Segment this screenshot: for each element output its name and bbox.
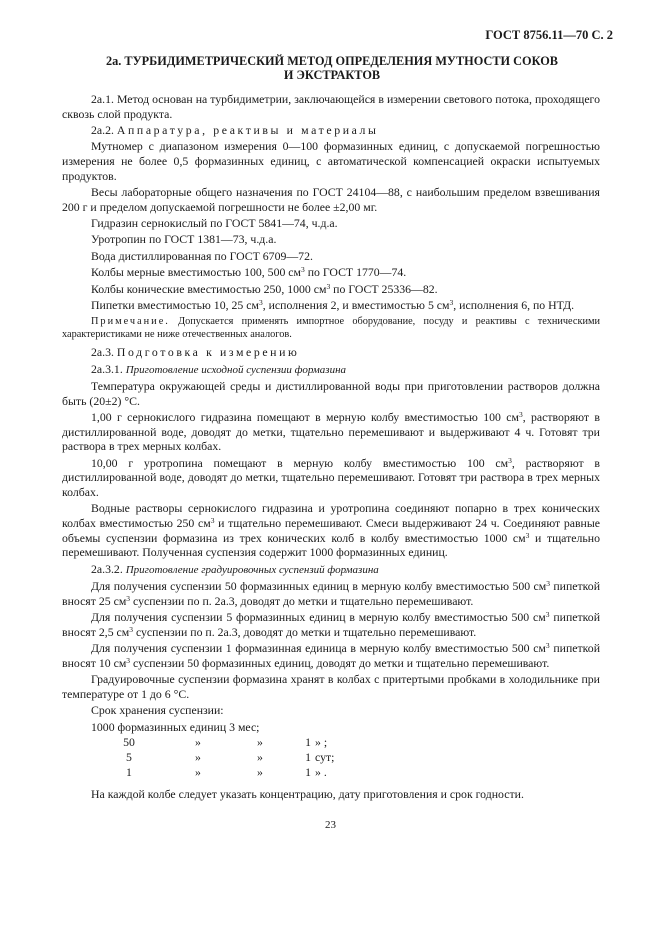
- text-run: , растворяют в дистиллированной воде, доводят до метки, тщательно перемешивают. Готовят три раствора в трех мерных колбах.: [62, 455, 600, 500]
- storage-table: [91, 719, 355, 779]
- superscript: 3: [126, 593, 131, 603]
- text-run: суспензии по п. 2а.3, доводят до метки и тщательно перемешивают.: [133, 624, 477, 639]
- text-run: суспензии 50 формазинных единиц, доводят до метки и тщательно перемешивают.: [130, 655, 550, 670]
- heading-2a2: [62, 123, 600, 138]
- superscript: 3: [301, 265, 305, 275]
- superscript: 3: [525, 530, 530, 540]
- superscript: 3: [449, 297, 454, 307]
- note-label: Примечание.: [91, 316, 170, 328]
- table-cell: »: [257, 734, 263, 749]
- table-cell: »: [257, 749, 263, 764]
- superscript: 3: [508, 455, 512, 465]
- text-run: Для получения суспензии 50 формазинных единиц в мерную колбу вместимостью 500 см: [91, 578, 547, 593]
- heading-2a32-number: 2а.3.2.: [91, 561, 123, 576]
- section-title-line-1: 2а. ТУРБИДИМЕТРИЧЕСКИЙ МЕТОД ОПРЕДЕЛЕНИЯ МУТНОСТИ СОКОВ: [105, 54, 558, 68]
- heading-2a32: [62, 562, 600, 578]
- item-turbidimeter: Мутномер с диапазоном измерения 0—100 формазинных единиц, с допускаемой погрешностью измерения не более 0,5 формазинных единиц, с автоматической компенсацией окраски испытуемых продуктов.: [62, 139, 600, 183]
- text-run: пипеткой вносят 2,5 см: [62, 609, 601, 639]
- item-hydrazine: Гидразин сернокислый по ГОСТ 5841—74, ч.д.а.: [91, 215, 338, 230]
- text-run: пипеткой вносят 10 см: [62, 640, 601, 670]
- note-text: Допускается применять импортное оборудование, посуду и реактивы с техническими характеристиками не ниже отечественных аналогов.: [62, 316, 600, 340]
- table-cell: 1: [126, 764, 132, 779]
- heading-2a32-title: Приготовление градуировочных суспензий формазина: [125, 563, 379, 576]
- paragraph-hydrazine-solution: [62, 410, 600, 454]
- superscript: 3: [326, 281, 331, 291]
- text-run: , растворяют в дистиллированной воде, доводят до метки, тщательно перемешивают и выдерживают 4 ч. Готовят три раствора в трех мерных колбах.: [62, 410, 600, 454]
- text-run: Для получения суспензии 5 формазинных единиц в мерную колбу вместимостью 500 см: [91, 609, 546, 624]
- table-cell: [91, 719, 311, 734]
- table-cell: »: [195, 749, 201, 764]
- paragraph-urotropin-solution: [62, 456, 600, 500]
- text-run: по ГОСТ 25336—82.: [330, 281, 438, 296]
- superscript: 3: [545, 640, 550, 650]
- paragraph-suspension-1: [62, 641, 600, 670]
- superscript: 3: [258, 297, 263, 307]
- heading-2a31: [62, 362, 600, 378]
- heading-2a3-label: Подготовка к измерению: [116, 345, 300, 360]
- text-run: , исполнения 2, и вместимостью 5 см: [262, 297, 450, 312]
- heading-2a3-number: 2а.3.: [91, 345, 114, 360]
- text-run: и тщательно перемешивают. Смеси выдерживают 24 ч. Соединяют равные объемы суспензии формазина из трех конических колб в колбу вместимостью 1000 см: [62, 516, 600, 545]
- table-cell: 5: [126, 749, 132, 764]
- table-row: [91, 764, 355, 779]
- heading-2a31-title: Приготовление исходной суспензии формазина: [125, 363, 347, 376]
- table-cell: »: [195, 764, 201, 779]
- item-scales: Весы лабораторные общего назначения по ГОСТ 24104—88, с наибольшим пределом взвешивания 200 г и пределом допускаемой погрешности не более ±2,00 мг.: [62, 184, 600, 214]
- text-run: Колбы конические вместимостью 250, 1000 см: [91, 281, 327, 296]
- paragraph-suspension-5: [62, 610, 600, 639]
- item-urotropin: Уротропин по ГОСТ 1381—73, ч.д.а.: [91, 232, 277, 247]
- paragraph-temperature: Температура окружающей среды и дистиллированной воды при приготовлении растворов должна быть (20±2) °С.: [62, 379, 600, 408]
- section-title: [62, 54, 602, 82]
- item-pipettes: [62, 298, 600, 313]
- text-run: Пипетки вместимостью 10, 25 см: [91, 297, 259, 312]
- superscript: 3: [546, 578, 550, 588]
- paragraph-storage-conditions: Градуировочные суспензии формазина хранят в колбах с притертыми пробками в холодильнике при температуре от 1 до 6 °С.: [62, 671, 600, 701]
- table-cell: 1: [305, 764, 311, 779]
- text-run: и тщательно перемешивают. Полученная суспензия содержит 1000 формазинных единиц.: [62, 530, 600, 560]
- paragraph-suspension-50: [62, 579, 600, 608]
- table-row: [91, 749, 355, 764]
- text-run: 3: [229, 719, 235, 734]
- superscript: 3: [210, 516, 215, 525]
- text-run: 1,00 г сернокислого гидразина помещают в мерную колбу вместимостью 100 см: [91, 410, 519, 425]
- running-header: ГОСТ 8756.11—70 С. 2: [485, 28, 613, 42]
- table-row: [91, 719, 355, 734]
- table-cell: » ;: [315, 734, 328, 749]
- table-row: [91, 734, 355, 749]
- heading-2a2-number: 2а.2.: [91, 122, 114, 137]
- paragraph-combine-solutions: [62, 501, 600, 559]
- superscript: 3: [129, 624, 133, 634]
- text-run: 10,00 г уротропина помещают в мерную колбу вместимостью 100 см: [91, 455, 509, 470]
- paragraph-2a1: 2а.1. Метод основан на турбидиметрии, заключающейся в измерении светового потока, проходящего сквозь слой продукта.: [62, 92, 600, 121]
- table-cell: 1: [305, 734, 311, 749]
- table-cell: »: [195, 734, 201, 749]
- text-run: Для получения суспензии 1 формазинная единица в мерную колбу вместимостью 500 см: [91, 640, 546, 655]
- text-run: мес;: [237, 719, 260, 734]
- superscript: 3: [545, 609, 550, 619]
- text-run: Водные растворы сернокислого гидразина и уротропина соединяют попарно в трех конических колбах вместимостью 250 см: [62, 501, 600, 530]
- item-volumetric-flasks: [62, 265, 600, 280]
- document-body: [62, 92, 600, 804]
- text-run: 1000 формазинных единиц: [91, 719, 227, 734]
- text-run: суспензии по п. 2а.3, доводят до метки и тщательно перемешивают.: [130, 593, 474, 608]
- table-cell: » .: [315, 764, 327, 779]
- item-water: Вода дистиллированная по ГОСТ 6709—72.: [91, 248, 313, 263]
- table-cell: сут;: [315, 749, 335, 764]
- table-cell: 50: [123, 734, 135, 749]
- page-number: 23: [325, 819, 336, 831]
- section-title-line-2: И ЭКСТРАКТОВ: [283, 68, 381, 82]
- text-run: по ГОСТ 1770—74.: [304, 265, 407, 280]
- heading-2a31-number: 2а.3.1.: [91, 361, 123, 376]
- text-run: пипеткой вносят 25 см: [62, 578, 601, 608]
- text-run: , исполнения 6, по НТД.: [453, 297, 575, 312]
- text-run: Колбы мерные вместимостью 100, 500 см: [91, 265, 302, 280]
- superscript: 3: [518, 410, 523, 420]
- heading-2a2-label: Аппаратура, реактивы и материалы: [116, 122, 379, 137]
- item-conical-flasks: [62, 282, 600, 297]
- paragraph-labeling: На каждой колбе следует указать концентрацию, дату приготовления и срок годности.: [91, 787, 524, 802]
- superscript: 3: [126, 655, 131, 665]
- table-cell: »: [257, 764, 263, 779]
- heading-2a3: [62, 345, 600, 360]
- table-cell: 1: [305, 749, 311, 764]
- note: [62, 316, 600, 341]
- storage-label: Срок хранения суспензии:: [91, 702, 224, 717]
